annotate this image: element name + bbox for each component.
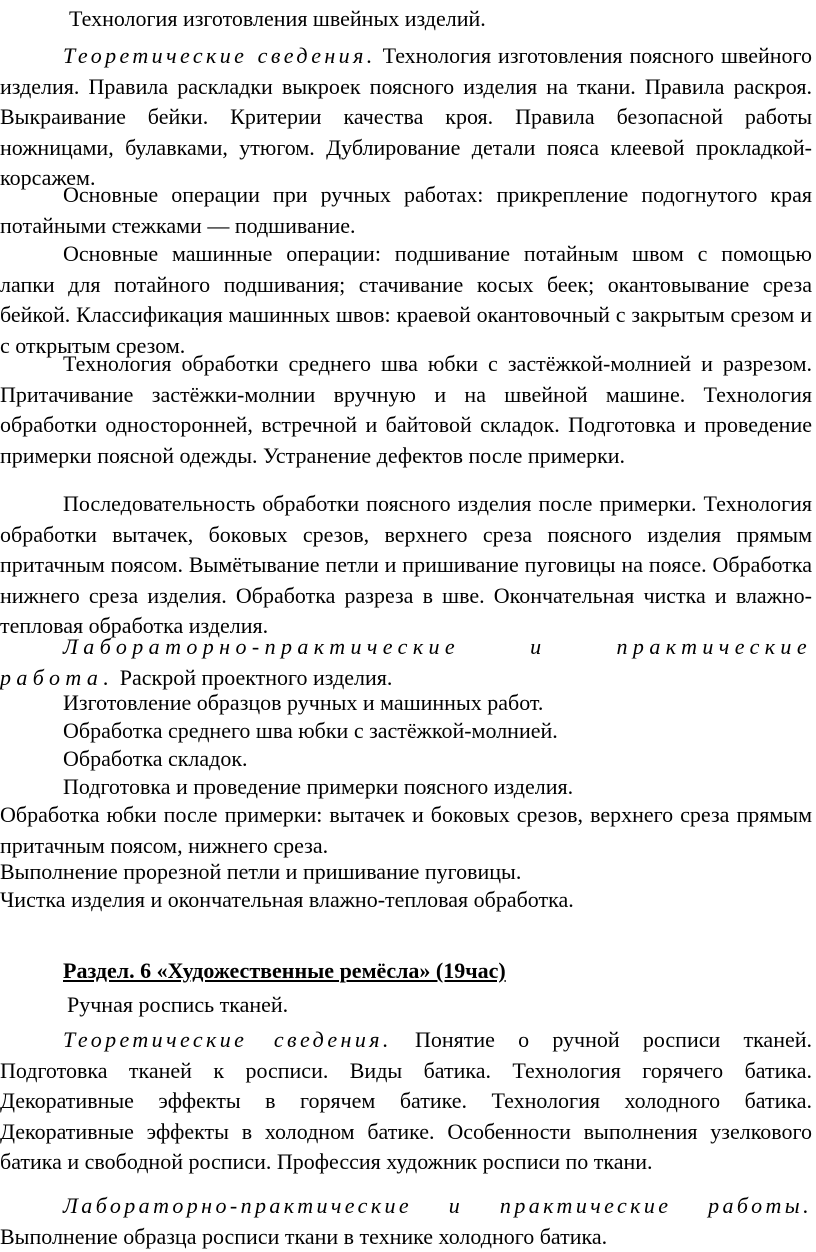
machine-operations-paragraph: Основные машинные операции: подшивание потайным швом с помощью лапки для потайного подшивания; стачивание косых беек; окантовывание среза бейкой. Классификация машинных швов: краевой окантовочный с закрытым срезом и с открытым срезом.	[0, 241, 812, 358]
lab-item: Изготовление образцов ручных и машинных работ.	[63, 690, 544, 715]
lab-item: Подготовка и проведение примерки поясного изделия.	[63, 774, 574, 799]
lab-paragraph-1	[0, 632, 812, 693]
lab-item: Обработка среднего шва юбки с застёжкой-молнией.	[63, 718, 558, 743]
theory-label: Теоретические сведения.	[63, 1027, 392, 1052]
sequence-paragraph: Последовательность обработки поясного изделия после примерки. Технология обработки вытачек, боковых срезов, верхнего среза поясного изделия прямым притачным поясом. Вымётывание петли и пришивание пуговицы на поясе. Обработка нижнего среза изделия. Обработка разреза в шве. Окончательная чистка и влажно-тепловая обработка изделия.	[0, 491, 812, 638]
manual-operations-paragraph: Основные операции при ручных работах: прикрепление подогнутого края потайными стежками — подшивание.	[0, 182, 812, 238]
topic-title: Технология изготовления швейных изделий.	[69, 6, 486, 31]
theory-label: Теоретические сведения.	[63, 43, 376, 68]
after-fitting-paragraph: Обработка юбки после примерки: вытачек и боковых срезов, верхнего среза прямым притачным поясом, нижнего среза.	[0, 802, 812, 858]
lab-text: Выполнение образца росписи ткани в технике холодного батика.	[0, 1223, 608, 1249]
middle-seam-paragraph: Технология обработки среднего шва юбки с застёжкой-молнией и разрезом. Притачивание застёжки-молнии вручную и на швейной машине. Технология обработки односторонней, встречной и байтовой складок. Подготовка и проведение примерки поясной одежды. Устранение дефектов после примерки.	[0, 351, 812, 468]
lab-item: Обработка складок.	[63, 746, 248, 771]
cleaning-line: Чистка изделия и окончательная влажно-тепловая обработка.	[0, 887, 574, 912]
lab-text: Раскрой проектного изделия.	[119, 664, 393, 690]
subsection-title: Ручная роспись тканей.	[67, 992, 289, 1017]
theory-text: Понятие о ручной росписи тканей. Подготовка тканей к росписи. Виды батика. Технология горячего батика. Декоративные эффекты в горячем батике. Технология холодного батика. Декоративные эффекты в холодном батике. Особенности выполнения узелкового батика и свободной росписи. Профессия художник росписи по ткани.	[0, 1027, 813, 1174]
theory-paragraph-1	[0, 41, 812, 194]
lab-label: Лабораторно-практические и практические работы.	[63, 1193, 812, 1218]
buttonhole-line: Выполнение прорезной петли и пришивание пуговицы.	[0, 859, 522, 884]
lab-label: Лабораторно-практические и практические работа.	[0, 634, 812, 690]
section-heading: Раздел. 6 «Художественные ремёсла» (19час)	[63, 958, 506, 983]
theory-paragraph-2	[0, 1025, 812, 1178]
theory-text: Технология изготовления поясного швейного изделия. Правила раскладки выкроек поясного изделия на ткани. Правила раскроя. Выкраивание бейки. Критерии качества кроя. Правила безопасной работы ножницами, булавками, утюгом. Дублирование детали пояса клеевой прокладкой-корсажем.	[0, 43, 812, 190]
lab-paragraph-2	[0, 1191, 812, 1252]
